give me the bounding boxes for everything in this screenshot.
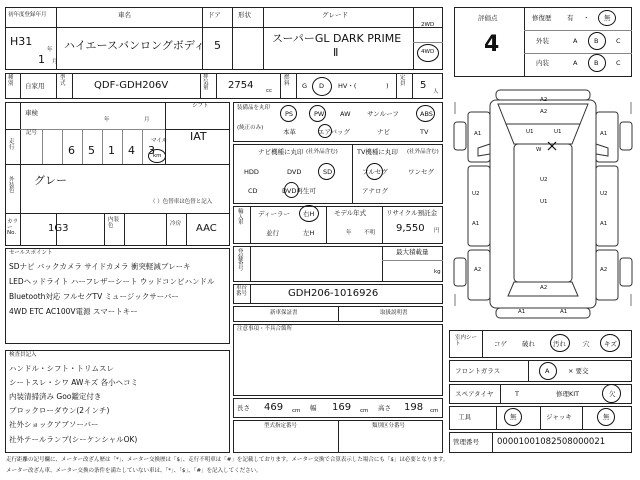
exterior-c: C: [616, 37, 621, 45]
inspector-line-5: 社外ショックアブソーバー: [9, 420, 99, 429]
nav-label: ナビ機種に丸印: [258, 148, 304, 156]
fuel-d: D: [319, 82, 325, 90]
door-count: 5: [214, 39, 221, 52]
seat-stain-circle: [550, 334, 570, 352]
mark-rear-bumper-r: A1: [560, 309, 568, 315]
equip-abs-circle: [416, 105, 435, 122]
first-reg-label: 初年度登録年月: [8, 12, 47, 18]
equip-aw: AW: [340, 110, 351, 118]
glass-replace: × 要交: [568, 367, 589, 375]
color-value: グレー: [34, 174, 67, 187]
footer-note-2: メーター改ざん車、メーター交換の条件を満たしていない車は、「*」、「$」、「#」を記入してください。: [6, 468, 262, 474]
equipment-sub: (純正のみ): [237, 125, 264, 131]
cc-unit: cc: [266, 88, 273, 94]
model: QDF-GDH206V: [94, 80, 169, 91]
nav-cd: CD: [248, 187, 258, 195]
damage-diagram: [448, 82, 638, 326]
vehicle-row: [5, 73, 443, 99]
length-cm: cm: [292, 408, 301, 414]
tools-circle: [504, 408, 522, 426]
mark-roof: U2: [540, 177, 548, 183]
sales-line-1: SDナビ バックカメラ サイドカメラ 衝突軽減ブレーキ: [9, 262, 191, 271]
model-designation-label: 型式指定番号: [264, 423, 298, 429]
jack-label: ジャッキ: [546, 413, 572, 421]
repair-label: 修復歴: [532, 14, 552, 22]
notes-label: 注意事項・不具合箇所: [237, 326, 293, 332]
glass-a: A: [545, 367, 550, 375]
mileage-label: 走行: [9, 139, 15, 151]
sales-line-3: Bluetooth対応 フルセグTV ミュージックサーバー: [9, 292, 179, 301]
interior-b: B: [594, 59, 599, 67]
height-cm: cm: [430, 408, 439, 414]
year-unit: 年: [47, 47, 53, 53]
width-label: 幅: [310, 404, 317, 412]
seat-stain: 汚れ: [553, 340, 566, 348]
color-no-label: カラーNo.: [7, 219, 19, 236]
width-cm: cm: [360, 408, 369, 414]
fuel-label: 燃料: [284, 75, 290, 87]
height-label: 高さ: [378, 404, 391, 412]
equip-sunroof: サンルーフ: [367, 110, 399, 118]
drive-4wd-circle: [417, 44, 439, 62]
notes-box: [233, 324, 443, 396]
height-value: 198: [404, 402, 424, 413]
equip-ps-circle: [280, 105, 297, 122]
equip-tv: TV: [420, 128, 429, 136]
grade-label: グレード: [322, 11, 348, 19]
inspection-label: 車検: [25, 109, 38, 117]
fuel-d-circle: [312, 77, 332, 96]
person-unit: 人: [433, 89, 439, 95]
yen-unit: 円: [434, 228, 440, 234]
odo-digit-4: 4: [128, 144, 135, 157]
inspection-month: 月: [144, 117, 150, 123]
car-name: ハイエースバンロングボディ: [64, 39, 205, 52]
spare-missing: 欠: [609, 390, 616, 398]
inspector-line-2: シートスレ・シワ AWキズ 各小ヘコミ: [9, 378, 139, 387]
capacity: 5: [420, 80, 427, 91]
grade-line2: Ⅱ: [333, 46, 339, 59]
capacity-label: 定員: [400, 75, 406, 87]
fuel-hv: HV・(: [338, 82, 357, 90]
import-right-hand: 右H: [303, 210, 315, 218]
first-reg-era: H31: [10, 35, 33, 48]
first-reg-month: 1: [38, 53, 45, 66]
right-hand-circle: [299, 205, 319, 222]
shape-label: 形状: [238, 11, 251, 19]
spare-t: T: [515, 390, 519, 398]
tools-value: 無: [510, 413, 517, 421]
equip-airbag-circle: [318, 124, 332, 138]
mark-right-slide: A1: [600, 221, 608, 227]
inspector-label: 検査員記入: [9, 352, 37, 358]
sales-points-label: セールスポイント: [9, 250, 53, 256]
glass-label: フロントガラス: [455, 367, 501, 375]
digit-label: 記号: [26, 130, 38, 136]
manual-label: 取扱説明書: [380, 310, 408, 316]
odo-digit-2: 5: [88, 144, 95, 157]
chassis-value: GDH206-1016926: [288, 288, 379, 299]
interior-color-label: 内装色: [108, 217, 120, 229]
model-label: 型式: [60, 75, 66, 87]
interior-b-circle: [588, 54, 606, 72]
equip-airbag: エアバッグ: [318, 128, 350, 136]
equip-leather: 本革: [283, 128, 296, 136]
exterior-a: A: [573, 37, 578, 45]
footer-note-1: 走行距離の記号欄に、メーター改ざん歴は「*」、メーター交換歴は「$」、走行不明車は「#」を記載しております。メーター交換で合算表示した場合にも「$」は必要となります。: [6, 457, 449, 463]
odo-digit-1: 6: [68, 144, 75, 157]
color-no: 1G3: [48, 223, 69, 234]
usage: 自家用: [25, 82, 45, 90]
mark-rear-bumper-l: A1: [518, 309, 526, 315]
seat-tear: 破れ: [522, 340, 535, 348]
mark-right-door: U2: [600, 191, 608, 197]
km-circle: [148, 149, 166, 163]
km-unit: km: [153, 153, 162, 159]
mark-hood-r: U1: [554, 129, 562, 135]
interior-a: A: [573, 59, 578, 67]
interior-label: 内装: [536, 59, 549, 67]
tv-analog: アナログ: [362, 187, 388, 195]
equip-abs: ABS: [420, 110, 433, 118]
score-label: 評価点: [478, 14, 498, 22]
aircon-value: AAC: [196, 223, 217, 234]
recycle-label: リサイクル預託金: [386, 209, 438, 217]
spare-missing-circle: [602, 384, 621, 403]
spare-label: スペアタイヤ: [455, 390, 494, 398]
exterior-b-circle: [588, 32, 606, 50]
aircon-label: 冷房: [170, 221, 182, 227]
nav-sd-circle: [318, 163, 335, 180]
inspector-line-4: ブロックローダウン(2インチ): [9, 406, 110, 415]
exterior-label: 外装: [536, 37, 549, 45]
grade-line1: スーパーGL DARK PRIME: [272, 32, 402, 45]
import-label: 輸入車: [238, 209, 244, 226]
repair-yes: 有: [567, 14, 574, 22]
mark-cabin-w: W: [536, 147, 542, 153]
tv-label: TV機種に丸印: [357, 148, 398, 156]
mark-right-front: A1: [600, 131, 608, 137]
plate-label: 登録番号: [238, 249, 244, 272]
fuel-g: G: [302, 82, 308, 90]
model-year-unit: 年: [346, 230, 352, 236]
shift-value: IAT: [190, 130, 207, 143]
mgmt-number: 00001001082508000021: [497, 437, 606, 447]
shift-label: シフト: [192, 103, 209, 109]
tv-fullseg: フルセグ: [362, 168, 388, 176]
equipment-label: 装備品を丸印: [237, 105, 271, 111]
jack-circle: [597, 408, 615, 426]
seat-scratch: キズ: [604, 340, 617, 348]
recycle-value: 9,550: [396, 223, 425, 234]
repair-dash: ・: [583, 14, 590, 22]
chassis-label: 車台番号: [236, 285, 248, 297]
interior-c: C: [616, 59, 621, 67]
fuel-close: ): [386, 82, 389, 90]
equip-navi: ナビ: [377, 128, 390, 136]
nav-sub: (社外品含む): [306, 149, 338, 155]
model-year-unknown: 不明: [364, 230, 376, 236]
seat-scratch-circle: [600, 334, 620, 352]
length-label: 長さ: [237, 404, 250, 412]
drive-2wd: 2WD: [421, 22, 435, 28]
warranty-label: 新車保証書: [270, 310, 298, 316]
repair-no: 無: [604, 14, 611, 22]
mark-left-front: A1: [474, 131, 482, 137]
sales-line-4: 4WD ETC AC100V電源 スマートキー: [9, 307, 138, 316]
spare-kit: 修理KIT: [556, 390, 580, 398]
door-label: ドア: [208, 11, 221, 19]
displacement-label: 排気量: [203, 74, 209, 91]
nav-dvd-play: DVD再生可: [282, 187, 316, 195]
mark-hood-l: U1: [526, 129, 534, 135]
month-unit: 月: [52, 59, 58, 65]
max-load-label: 最大積載量: [396, 248, 429, 256]
odo-digit-3: 1: [108, 144, 115, 157]
inspector-line-6: 社外テールランプ(シーケンシャルOK): [9, 435, 138, 444]
nav-dvd: DVD: [287, 168, 302, 176]
mark-right-rear: A2: [600, 267, 608, 273]
import-parallel: 並行: [266, 229, 279, 237]
tv-sub: (社外品含む): [407, 149, 439, 155]
mark-windshield: A2: [540, 109, 548, 115]
model-year-label: モデル年式: [334, 209, 367, 217]
length-value: 469: [264, 402, 284, 413]
score-value: 4: [484, 32, 500, 57]
equip-ps: PS: [285, 110, 294, 118]
drive-4wd: 4WD: [421, 49, 435, 55]
sales-line-2: LEDヘッドライト ハーフレザーシート ウッドコンビハンドル: [9, 277, 215, 286]
mark-roof-u1: U1: [540, 199, 548, 205]
odo-digit-5: 3: [148, 144, 155, 157]
glass-a-circle: [539, 362, 557, 380]
mile-label: マイル: [151, 138, 168, 144]
interior-seat-label: 室内シート: [455, 335, 478, 347]
seat-hole: 穴: [583, 340, 590, 348]
jack-value: 無: [603, 413, 610, 421]
tools-label: 工具: [458, 413, 471, 421]
kg-unit: kg: [434, 269, 441, 275]
nav-hdd: HDD: [244, 168, 259, 176]
inspection-year: 年: [104, 117, 110, 123]
displacement: 2754: [228, 80, 254, 91]
exterior-b: B: [594, 37, 599, 45]
width-value: 169: [332, 402, 352, 413]
equip-pw: PW: [314, 110, 325, 118]
import-left-hand: 左H: [303, 229, 315, 237]
mark-rear-window: A2: [540, 285, 548, 291]
mgmt-label: 管理番号: [453, 438, 479, 446]
inspector-line-3: 内装清掃済み Goo鑑定付き: [9, 392, 102, 401]
color-label: 外装色: [9, 177, 15, 194]
mark-left-slide: A1: [472, 221, 480, 227]
tv-oneseg: ワンセグ: [408, 168, 434, 176]
inspector-line-1: ハンドル・シフト・トリムスレ: [9, 364, 114, 373]
mark-left-door: U2: [472, 191, 480, 197]
import-dealer: ディーラー: [258, 210, 290, 218]
mark-front-bumper: A2: [540, 97, 548, 103]
tv-fullseg-circle: [366, 163, 383, 180]
repair-no-circle: [598, 10, 616, 26]
seat-burn: コゲ: [494, 340, 507, 348]
nav-sd: SD: [323, 168, 333, 176]
mark-left-rear: A2: [474, 267, 482, 273]
car-name-label: 車名: [118, 11, 131, 19]
type-label: 種別: [8, 75, 14, 87]
color-note: （ ）色替車は色替と記入: [150, 199, 213, 205]
nav-dvd-play-circle: [284, 182, 299, 198]
category-label: 類別区分番号: [372, 423, 406, 429]
equip-pw-circle: [309, 105, 326, 122]
